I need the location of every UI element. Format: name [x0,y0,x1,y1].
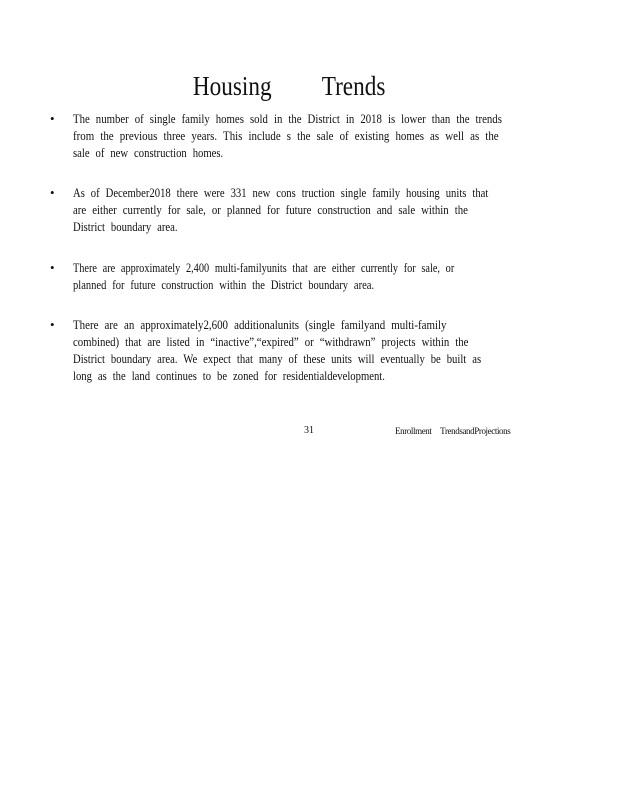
page-title: Housing Trends [192,71,386,101]
bullet-item-multi-family [50,259,556,293]
bullet-line: As of December2018 there were 331 new cons truction single family housing units that [73,185,489,200]
bullet-line: combined) that are listed in “inactive”,“expired” or “withdrawn” projects within the [73,334,469,349]
bullet-list [50,110,562,383]
bullet-dot-icon: • [50,317,55,332]
bullet-line: are either currently for sale, or planned for future construction and sale within the [73,202,468,217]
footer-label: Enrollment TrendsandProjections [395,426,511,436]
bullet-line: sale of new construction homes. [73,145,224,160]
bullet-item-new-construction [50,184,580,235]
bullet-line: District boundary area. [73,219,178,234]
bullet-line: The number of single family homes sold in the District in 2018 is lower than the trends [73,111,502,126]
page-number: 31 [304,425,314,436]
bullet-item-sales [50,110,562,161]
bullet-item-additional-units [50,316,571,384]
bullet-line: There are approximately 2,400 multi-familyunits that are either currently for sale, or [73,260,455,275]
bullet-line: long as the land continues to be zoned for residentialdevelopment. [73,368,385,383]
bullet-line: There are an approximately2,600 additionalunits (single familyand multi-family [73,317,447,332]
bullet-line: from the previous three years. This include s the sale of existing homes as well as the [73,128,499,143]
bullet-dot-icon: • [50,185,55,200]
bullet-dot-icon: • [50,260,55,275]
bullet-line: District boundary area. We expect that many of these units will eventually be built as [73,351,482,366]
bullet-dot-icon: • [50,111,55,126]
bullet-line: planned for future construction within the District boundary area. [73,277,375,292]
